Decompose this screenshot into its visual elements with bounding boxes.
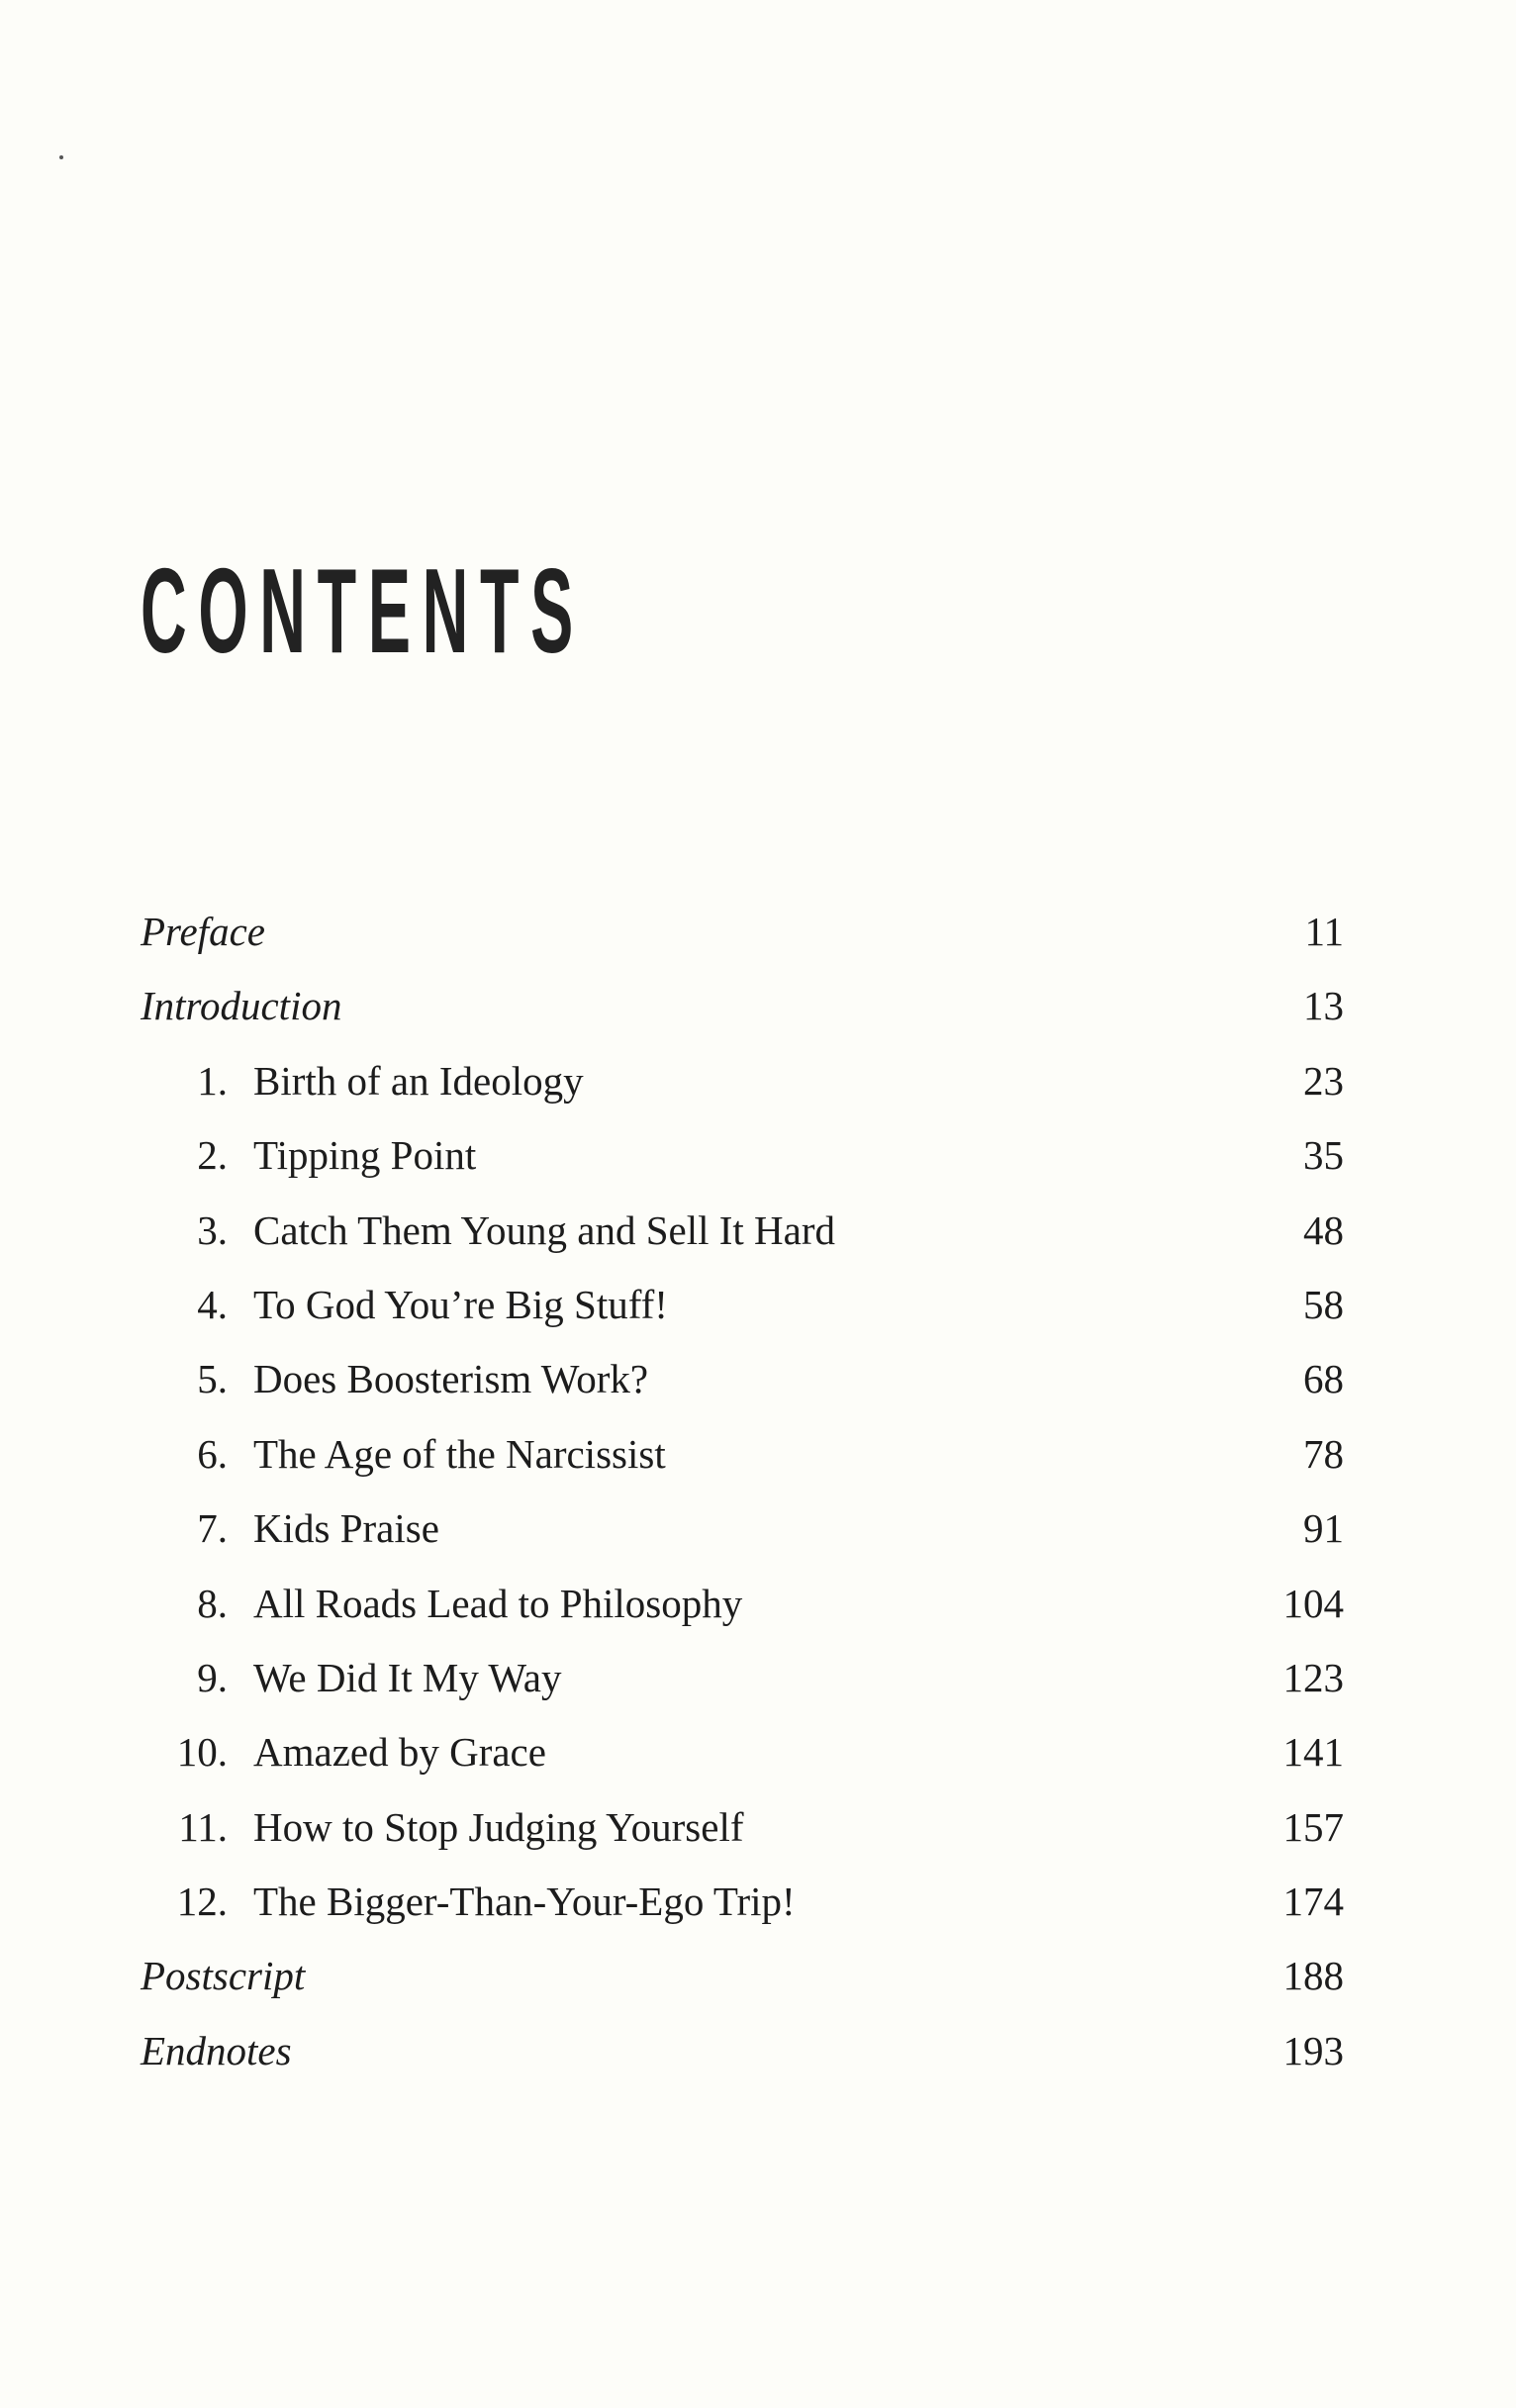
chapter-number: 3.	[197, 1206, 228, 1253]
page-title: CONTENTS	[141, 543, 585, 678]
toc-entry	[141, 1567, 1344, 1641]
page-number: 35	[1303, 1132, 1344, 1179]
page-number: 11	[1304, 909, 1344, 954]
entry-title: Kids Praise	[253, 1505, 439, 1552]
toc-entry	[141, 1342, 1344, 1416]
toc-entry	[141, 1641, 1344, 1715]
entry-title: We Did It My Way	[253, 1654, 562, 1700]
toc-entry	[141, 969, 1344, 1043]
chapter-number: 2.	[197, 1132, 228, 1179]
chapter-number: 1.	[197, 1057, 228, 1104]
scan-speck	[59, 155, 63, 159]
table-of-contents	[141, 895, 1344, 2088]
page-number: 13	[1303, 983, 1344, 1029]
entry-title: Birth of an Ideology	[253, 1057, 584, 1104]
toc-entry	[141, 1939, 1344, 2013]
toc-entry	[141, 1865, 1344, 1939]
page-number: 23	[1303, 1057, 1344, 1104]
toc-entry	[141, 1268, 1344, 1342]
chapter-number: 4.	[197, 1281, 228, 1327]
entry-title: Endnotes	[141, 2027, 292, 2073]
toc-entry	[141, 895, 1344, 969]
page-number: 91	[1303, 1505, 1344, 1552]
toc-entry	[141, 1118, 1344, 1193]
page-number: 157	[1282, 1803, 1344, 1850]
page-number: 188	[1282, 1953, 1344, 1999]
page-number: 68	[1303, 1356, 1344, 1402]
chapter-number: 9.	[197, 1654, 228, 1700]
page-number: 104	[1282, 1580, 1344, 1626]
toc-entry	[141, 1194, 1344, 1268]
page-number: 78	[1303, 1430, 1344, 1477]
page-number: 193	[1282, 2027, 1344, 2073]
toc-entry	[141, 1790, 1344, 1865]
chapter-number: 10.	[176, 1729, 228, 1776]
entry-title: Postscript	[141, 1953, 306, 1999]
entry-title: To God You’re Big Stuff!	[253, 1281, 668, 1327]
page-number: 174	[1282, 1878, 1344, 1925]
page-number: 141	[1282, 1729, 1344, 1776]
toc-entry	[141, 2014, 1344, 2088]
entry-title: Amazed by Grace	[253, 1729, 546, 1776]
entry-title: Introduction	[141, 983, 342, 1029]
entry-title: How to Stop Judging Yourself	[253, 1803, 744, 1850]
toc-entry	[141, 1417, 1344, 1492]
entry-title: The Age of the Narcissist	[253, 1430, 666, 1477]
toc-entry	[141, 1492, 1344, 1566]
entry-title: Does Boosterism Work?	[253, 1356, 649, 1402]
chapter-number: 5.	[197, 1356, 228, 1402]
entry-title: The Bigger-Than-Your-Ego Trip!	[253, 1878, 796, 1925]
page-number: 123	[1282, 1654, 1344, 1700]
entry-title: All Roads Lead to Philosophy	[253, 1580, 743, 1626]
entry-title: Tipping Point	[253, 1132, 477, 1179]
chapter-number: 8.	[197, 1580, 228, 1626]
page-number: 48	[1303, 1206, 1344, 1253]
entry-title: Preface	[141, 909, 265, 954]
toc-entry	[141, 1715, 1344, 1789]
chapter-number: 11.	[178, 1803, 228, 1850]
chapter-number: 12.	[176, 1878, 228, 1925]
chapter-number: 6.	[197, 1430, 228, 1477]
page-number: 58	[1303, 1281, 1344, 1327]
toc-entry	[141, 1044, 1344, 1118]
chapter-number: 7.	[197, 1505, 228, 1552]
entry-title: Catch Them Young and Sell It Hard	[253, 1206, 835, 1253]
